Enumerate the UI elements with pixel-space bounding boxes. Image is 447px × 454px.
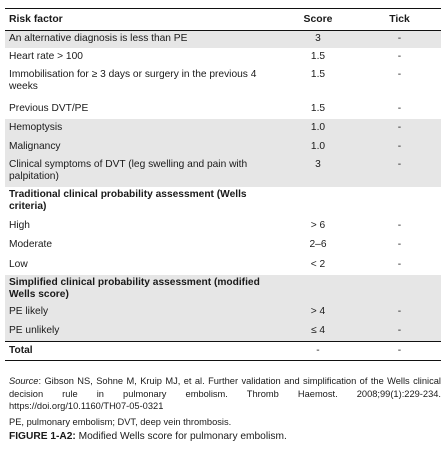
source-note [9, 375, 441, 413]
table-section-row [5, 187, 441, 217]
tick-cell: - [397, 220, 402, 231]
total-label: Total [9, 345, 33, 356]
total-row [5, 342, 441, 361]
table-row [5, 31, 441, 48]
total-tick-cell: - [397, 345, 402, 356]
tick-cell: - [358, 157, 441, 187]
table-row [5, 119, 441, 138]
table-header-row [5, 9, 441, 31]
risk-factor-cell: Immobilisation for ≥ 3 days or surgery in the previous 4 weeks [9, 68, 257, 92]
score-cell: > 4 [278, 303, 358, 322]
tick-cell: - [358, 31, 441, 48]
score-cell: 2–6 [309, 239, 327, 250]
score-cell: 1.5 [310, 102, 326, 114]
table-row [5, 236, 441, 255]
tick-cell [358, 275, 441, 303]
risk-factor-cell: Low [9, 258, 28, 270]
table-row [5, 138, 441, 157]
score-cell: 3 [278, 157, 358, 187]
score-cell: > 6 [310, 220, 326, 231]
risk-factor-cell: PE likely [5, 303, 278, 322]
abbreviations-note: PE, pulmonary embolism; DVT, deep vein thrombosis. [9, 416, 232, 427]
table-row [5, 67, 441, 99]
risk-factor-cell: Hemoptysis [5, 119, 278, 138]
score-cell: 1.5 [310, 68, 326, 80]
table-section-row [5, 275, 441, 303]
figure-caption [9, 431, 441, 444]
section-heading-simplified: Simplified clinical probability assessment (modified Wells score) [5, 275, 278, 303]
source-label: Source [9, 376, 39, 386]
caption-label: FIGURE 1-A2: [9, 431, 76, 443]
risk-factor-cell: PE unlikely [5, 322, 278, 342]
risk-factor-cell: High [9, 220, 30, 231]
score-cell: < 2 [310, 258, 326, 270]
tick-cell: - [397, 51, 402, 62]
total-score-cell: - [316, 345, 320, 356]
table-row [5, 48, 441, 67]
score-cell: ≤ 4 [278, 322, 358, 342]
header-tick: Tick [389, 14, 410, 25]
tick-cell: - [397, 258, 402, 270]
tick-cell: - [358, 138, 441, 157]
tick-cell: - [358, 303, 441, 322]
risk-factor-cell: Heart rate > 100 [9, 51, 83, 62]
tick-cell [358, 187, 441, 217]
wells-score-table [5, 8, 441, 361]
table-row [5, 217, 441, 236]
table-row [5, 157, 441, 187]
table-row [5, 303, 441, 322]
tick-cell: - [397, 102, 402, 114]
section-heading-wells: Traditional clinical probability assessment (Wells criteria) [9, 188, 247, 212]
tick-cell: - [397, 239, 402, 250]
score-cell: 1.0 [278, 119, 358, 138]
risk-factor-cell: Previous DVT/PE [9, 102, 89, 114]
risk-factor-cell: Clinical symptoms of DVT (leg swelling and pain with palpitation) [5, 157, 278, 187]
table-footer [9, 375, 441, 444]
score-cell: 1.5 [310, 51, 326, 62]
score-cell [278, 187, 358, 217]
header-risk-factor: Risk factor [9, 14, 63, 25]
risk-factor-cell: Malignancy [5, 138, 278, 157]
caption-text: Modified Wells score for pulmonary embolism. [75, 431, 287, 443]
table-row [5, 99, 441, 119]
table-row [5, 322, 441, 342]
tick-cell: - [358, 119, 441, 138]
score-cell: 3 [278, 31, 358, 48]
source-text: : Gibson NS, Sohne M, Kruip MJ, et al. Further validation and simplification of the Wells clinical decision rule in pulmonary embolism. Thromb Haemost. 2008;99(1):229-234. https://doi.org/10.1160/TH07-05-0321 [9, 376, 441, 412]
score-cell: 1.0 [278, 138, 358, 157]
risk-factor-cell: Moderate [9, 239, 53, 250]
tick-cell: - [358, 322, 441, 342]
risk-factor-cell: An alternative diagnosis is less than PE [5, 31, 278, 48]
table-row [5, 255, 441, 275]
tick-cell: - [397, 68, 402, 80]
score-cell [278, 275, 358, 303]
header-score: Score [303, 14, 333, 25]
